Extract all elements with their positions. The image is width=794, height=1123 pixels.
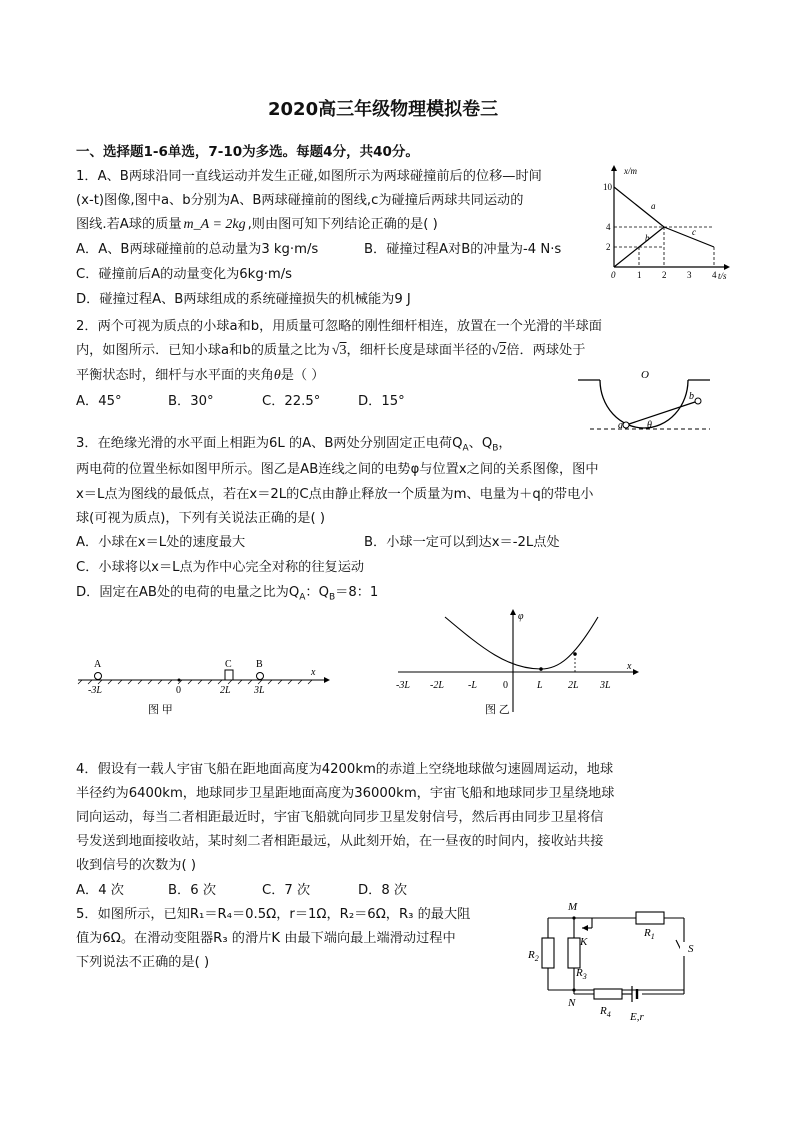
- q4-option-c: C．7 次: [262, 883, 311, 898]
- q5-r4-resistor: [594, 989, 622, 999]
- q5-label-K: K: [580, 936, 588, 948]
- q3-line-1: [76, 437, 512, 454]
- q2-line-2-a: 内，如图所示．已知小球a和b的质量之比为: [76, 343, 330, 358]
- q2-line-2: [76, 344, 585, 358]
- q3-sep: 、: [468, 436, 482, 451]
- q4-option-b: B．6 次: [168, 883, 217, 898]
- q1-label-b: b: [645, 233, 650, 243]
- q3-jia-x: x: [311, 667, 316, 678]
- q3-yi-caption: 图 乙: [485, 704, 510, 716]
- q3-yi-x: x: [627, 661, 632, 672]
- q5-line-3: 下列说法不正确的是( ): [76, 955, 210, 970]
- q3-option-d: [76, 586, 378, 603]
- q3-option-d-c: ＝8：1: [335, 585, 379, 600]
- q3-yi-phi: φ: [518, 611, 524, 622]
- q4-option-a: A．4 次: [76, 883, 124, 898]
- q3-yi-neg3L: -3L: [396, 680, 410, 691]
- q3-yi-0: 0: [503, 680, 508, 691]
- q5-label-R3: [575, 967, 587, 981]
- q1-xt-graph: [603, 163, 734, 281]
- q2-line-1: 2．两个可视为质点的小球a和b，用质量可忽略的刚性细杆相连，放置在一个光滑的半球面: [76, 319, 602, 334]
- q2-theta: θ: [273, 368, 281, 383]
- q5-label-R2-sub: 2: [534, 954, 539, 963]
- q3-line-4: 球(可视为质点)，下列有关说法正确的是( ): [76, 511, 325, 526]
- q5-label-R1-sub: 1: [650, 932, 655, 941]
- q1-option-b: B．碰撞过程A对B的冲量为-4 N·s: [364, 242, 562, 257]
- q3-comma: ，: [498, 436, 512, 451]
- q1-ylabel: x/m: [624, 166, 637, 176]
- q2-line-2-b: ，细杆长度是球面半径的: [346, 343, 492, 358]
- q3-qa-sub: A: [462, 443, 469, 454]
- q1-line-2: (x-t)图像,图中a、b分别为A、B两球碰撞前的图线,c为碰撞后两球共同运动的: [76, 193, 524, 208]
- q3-option-a: A．小球在x＝L处的速度最大: [76, 535, 246, 550]
- q4-line-4: 号发送到地面接收站，某时刻二者相距最远，从此刻开始，在一昼夜的时间内，接收站共接: [76, 834, 604, 849]
- q5-label-N: N: [568, 997, 576, 1009]
- q4-line-1: 4．假设有一载人宇宙飞船在距地面高度为4200km的赤道上空绕地球做匀速圆周运动，地球: [76, 762, 614, 777]
- q5-label-Er: E,r: [630, 1011, 644, 1023]
- q5-label-S: S: [688, 943, 694, 955]
- q2-option-a: A．45°: [76, 394, 122, 409]
- q3-qb-sub: B: [492, 443, 499, 454]
- q5-label-R1: [643, 927, 655, 941]
- page-title: 2020高三年级物理模拟卷三: [268, 99, 499, 120]
- q3-yi-neg2L: -2L: [430, 680, 444, 691]
- q1-line-a: [614, 187, 664, 227]
- q3-figure-jia: [78, 655, 340, 717]
- q3-yi-L: L: [537, 680, 543, 691]
- q1-mass-formula: m_A = 2kg: [183, 217, 246, 232]
- q2-option-b: B．30°: [168, 394, 214, 409]
- q2-hemisphere-figure: [570, 367, 718, 437]
- q3-jia-A: A: [94, 659, 102, 670]
- q3-line-3: x＝L点为图线的最低点，若在x＝2L的C点由静止释放一个质量为m、电量为＋q的带电小: [76, 487, 594, 502]
- q3-figure-yi: [393, 607, 643, 719]
- q3-jia-caption: 图 甲: [148, 704, 173, 716]
- q1-option-d: D．碰撞过程A、B两球组成的系统碰撞损失的机械能为9 J: [76, 292, 411, 307]
- q3-qb: Q: [481, 436, 493, 451]
- q1-ytick-10: 10: [603, 182, 612, 192]
- q1-label-a: a: [651, 201, 656, 211]
- q1-line-3-text: 图线.若A球的质量: [76, 217, 182, 232]
- q1-line-3: [76, 218, 438, 232]
- q2-line-3-b: 是（ ）: [280, 368, 325, 383]
- q3-line-2: 两电荷的位置坐标如图甲所示。图乙是AB连线之间的电势φ与位置x之间的关系图像，图中: [76, 462, 599, 477]
- q3-yi-negL: -L: [468, 680, 477, 691]
- q3-option-d-sub-b: B: [328, 592, 336, 603]
- q1-ytick-2: 2: [606, 242, 611, 252]
- q4-line-3: 同向运动，每当二者相距最近时，宇宙飞船就向同步卫星发射信号，然后再由同步卫星将信: [76, 810, 604, 825]
- q5-label-R2-main: R: [528, 949, 535, 961]
- q2-sqrt2: √2: [491, 343, 507, 358]
- q1-line-3-tail: ,则由图可知下列结论正确的是( ): [247, 217, 438, 232]
- q1-ytick-4: 4: [606, 222, 611, 232]
- q1-line-c: [664, 227, 714, 247]
- q1-xtick-4: 4: [712, 270, 717, 280]
- q5-label-R3-main: R: [576, 967, 583, 979]
- q5-line-1: 5．如图所示，已知R₁＝R₄＝0.5Ω，r＝1Ω，R₂＝6Ω，R₃ 的最大阻: [76, 907, 471, 922]
- q4-line-5: 收到信号的次数为( ): [76, 858, 196, 873]
- q3-option-d-sub-a: A: [299, 592, 306, 603]
- q3-potential-curve: [445, 617, 598, 669]
- q5-line-2: 值为6Ω。在滑动变阻器R₃ 的滑片K 由最下端向最上端滑动过程中: [76, 931, 456, 946]
- q3-jia-2L: 2L: [220, 685, 231, 696]
- q2-option-c: C．22.5°: [262, 394, 321, 409]
- q2-line-3-a: 平衡状态时，细杆与水平面的夹角: [76, 368, 274, 383]
- q5-label-M: M: [568, 901, 578, 913]
- q1-xtick-1: 1: [637, 270, 642, 280]
- q5-label-R4-sub: 4: [606, 1010, 611, 1019]
- q1-option-a: A．A、B两球碰撞前的总动量为3 kg·m/s: [76, 242, 319, 257]
- q2-fig-b: b: [689, 391, 694, 402]
- q3-line-1-text: 3．在绝缘光滑的水平面上相距为6L 的A、B两处分别固定正电荷: [76, 436, 453, 451]
- section-header: 一、选择题1-6单选，7-10为多选。每题4分，共40分。: [76, 144, 419, 160]
- q3-option-b: B．小球一定可以到达x＝-2L点处: [364, 535, 560, 550]
- q3-jia-C: C: [225, 659, 232, 670]
- q1-xtick-3: 3: [687, 270, 692, 280]
- q1-xtick-0: 0: [611, 270, 616, 280]
- q3-yi-3L: 3L: [600, 680, 611, 691]
- q2-line-3: [76, 369, 324, 383]
- q5-r3-resistor: [568, 938, 580, 968]
- q2-sqrt3: √3: [331, 343, 347, 358]
- q5-r2-resistor: [542, 938, 554, 968]
- q3-option-c: C．小球将以x＝L点为作中心完全对称的往复运动: [76, 560, 365, 575]
- q2-fig-theta: θ: [647, 420, 652, 431]
- q1-xlabel: t/s: [718, 271, 727, 281]
- q5-r1-resistor: [636, 912, 664, 924]
- q5-label-R4: [599, 1005, 611, 1019]
- q2-fig-O: O: [641, 369, 649, 381]
- q5-label-R4-main: R: [600, 1005, 607, 1017]
- q5-label-R3-sub: 3: [582, 972, 587, 981]
- q3-option-d-a: D．固定在AB处的电荷的电量之比为Q: [76, 585, 300, 600]
- q3-jia-3L: 3L: [254, 685, 265, 696]
- q1-label-c: c: [692, 227, 696, 237]
- q5-label-R1-main: R: [644, 927, 651, 939]
- q3-jia-neg3L: -3L: [88, 685, 102, 696]
- q5-label-R2: [527, 949, 539, 963]
- q1-option-c: C．碰撞前后A的动量变化为6kg·m/s: [76, 267, 293, 282]
- q2-option-d: D．15°: [358, 394, 405, 409]
- q4-option-d: D．8 次: [358, 883, 408, 898]
- q2-line-2-c: 倍．两球处于: [506, 343, 586, 358]
- q3-qa: Q: [452, 436, 463, 451]
- q1-line-1: 1．A、B两球沿同一直线运动并发生正碰,如图所示为两球碰撞前后的位移—时间: [76, 169, 542, 184]
- q3-jia-B: B: [256, 659, 263, 670]
- q3-yi-2L: 2L: [568, 680, 579, 691]
- q5-circuit-figure: [524, 898, 704, 1023]
- q1-xtick-2: 2: [662, 270, 667, 280]
- q2-fig-a: a: [618, 420, 623, 431]
- q3-jia-0: 0: [176, 685, 181, 696]
- q3-option-d-b: ：Q: [305, 585, 329, 600]
- q4-line-2: 半径约为6400km，地球同步卫星距地面高度为36000km，宇宙飞船和地球同步卫星绕地球: [76, 786, 615, 801]
